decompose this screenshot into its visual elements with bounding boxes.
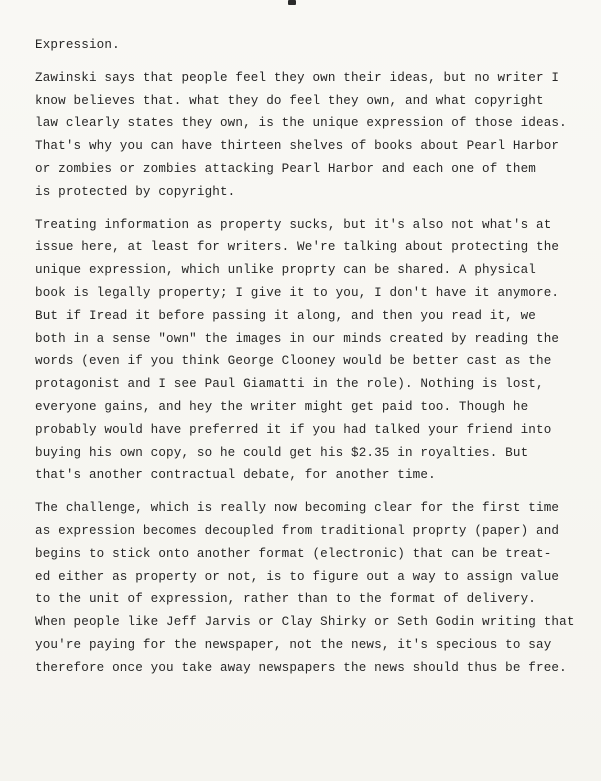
text-line: But if Iread it before passing it along, and then you read it, we [35,308,536,323]
text-line: issue here, at least for writers. We're talking about protecting the [35,240,560,255]
page-number-mark [288,0,296,5]
text-line: as expression becomes decoupled from traditional proprty (paper) and [35,523,560,538]
text-line: you're paying for the newspaper, not the news, it's specious to say [35,637,552,652]
text-line: or zombies or zombies attacking Pearl Harbor and each one of them [35,161,536,176]
text-line: That's why you can have thirteen shelves of books about Pearl Harbor [35,139,560,154]
text-line: When people like Jeff Jarvis or Clay Shirky or Seth Godin writing that [35,615,575,630]
heading: Expression. [35,38,120,52]
text-line: Zawinski says that people feel they own their ideas, but no writer I [35,70,560,85]
text-line: is protected by copyright. [35,184,236,199]
text-line: to the unit of expression, rather than to the format of delivery. [35,592,536,607]
paragraph-1 [35,67,601,204]
text-line: Treating information as property sucks, but it's also not what's at [35,217,552,232]
text-line: book is legally property; I give it to you, I don't have it anymore. [35,285,560,300]
paragraph-2 [35,214,601,488]
text-line: ed either as property or not, is to figure out a way to assign value [35,569,560,584]
text-line: begins to stick onto another format (electronic) that can be treat- [35,546,552,561]
text-line: words (even if you think George Clooney would be better cast as the [35,354,552,369]
text-line: know believes that. what they do feel they own, and what copyright [35,93,544,108]
text-line: therefore once you take away newspapers the news should thus be free. [35,660,567,675]
text-line: unique expression, which unlike proprty can be shared. A physical [35,263,536,278]
text-line: The challenge, which is really now becoming clear for the first time [35,501,560,516]
text-line: buying his own copy, so he could get his $2.35 in royalties. But [35,445,529,460]
text-line: protagonist and I see Paul Giamatti in the role). Nothing is lost, [35,377,544,392]
paragraph-3 [35,497,601,679]
document-body [35,34,601,680]
text-line: probably would have preferred it if you had talked your friend into [35,422,552,437]
text-line: both in a sense "own" the images in our minds created by reading the [35,331,560,346]
text-line: that's another contractual debate, for another time. [35,468,436,483]
text-line: everyone gains, and hey the writer might get paid too. Though he [35,399,529,414]
text-line: law clearly states they own, is the unique expression of those ideas. [35,116,567,131]
